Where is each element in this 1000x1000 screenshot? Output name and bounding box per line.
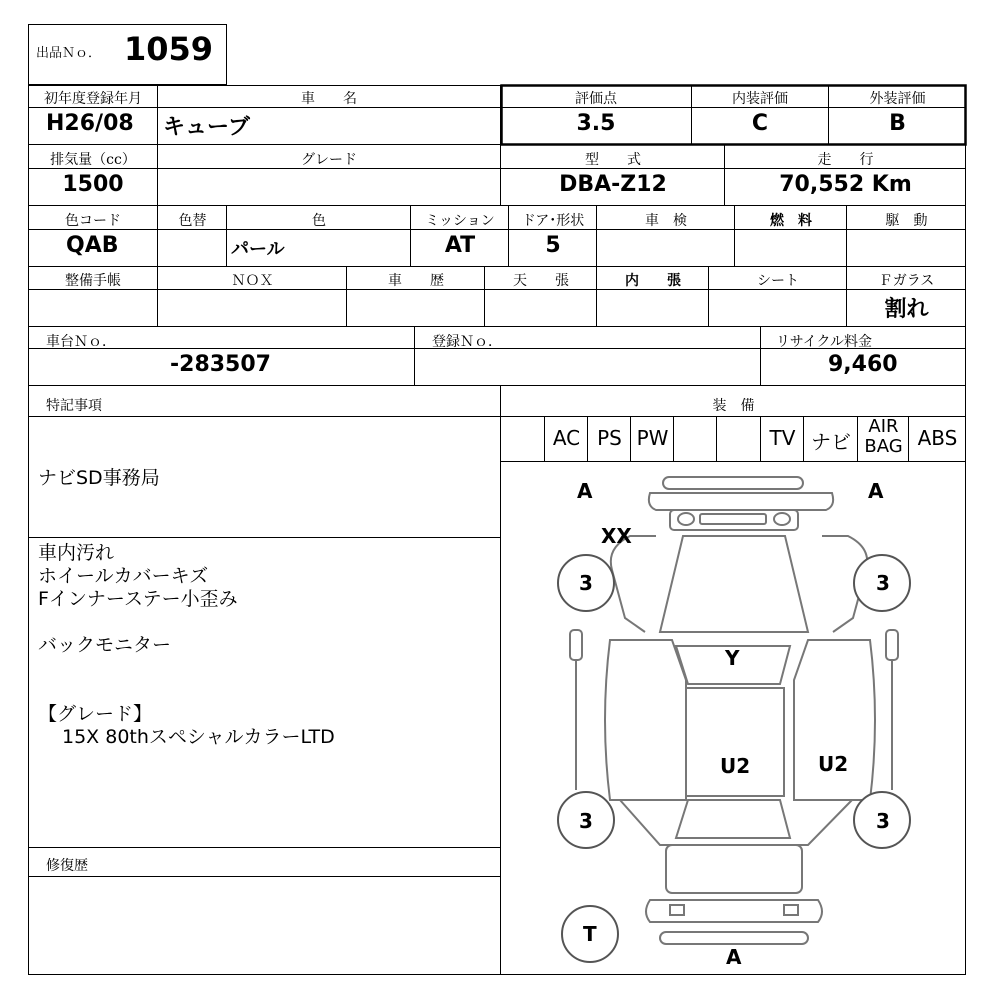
diag-tire-rr: 3 bbox=[876, 809, 890, 833]
repaint-label: 色替 bbox=[178, 213, 207, 229]
glass-label: Ｆガラス bbox=[878, 273, 935, 289]
color-code-label: 色コード bbox=[65, 213, 121, 229]
notes-line-3: ホイールカバーキズ bbox=[38, 565, 209, 587]
drive-label: 駆 動 bbox=[885, 213, 928, 229]
door-label: ドア･形状 bbox=[521, 213, 585, 229]
mileage-label: 走 行 bbox=[817, 152, 874, 168]
chassis-value: -283507 bbox=[170, 352, 271, 377]
score-label: 評価点 bbox=[575, 91, 617, 107]
equip-item-abs: ABS bbox=[917, 426, 958, 450]
lot-label: 出品Ｎｏ． bbox=[36, 46, 102, 61]
inspection-label: 車 検 bbox=[645, 213, 687, 229]
history-label: 車 歴 bbox=[388, 273, 444, 289]
first-reg-value: H26/08 bbox=[46, 111, 134, 136]
lot-number: 1059 bbox=[124, 30, 214, 68]
notes-line-4: Fインナーステー小歪み bbox=[38, 588, 238, 610]
equip-item-ac: AC bbox=[552, 426, 581, 450]
diag-rear: A bbox=[726, 945, 742, 969]
diag-spare: T bbox=[583, 922, 597, 946]
mission-value: AT bbox=[444, 233, 476, 258]
diag-front-left: A bbox=[577, 479, 593, 503]
displacement-value: 1500 bbox=[62, 172, 124, 197]
inner-label: 内 張 bbox=[625, 273, 681, 289]
car-name-label: 車 名 bbox=[301, 91, 357, 107]
equip-item-airbag-bottom: BAG bbox=[864, 436, 903, 457]
grade-label: グレード bbox=[301, 152, 357, 168]
diag-floor: U2 bbox=[720, 754, 751, 778]
notes-line-2: 車内汚れ bbox=[38, 542, 115, 564]
nox-label: ＮＯＸ bbox=[231, 273, 274, 289]
displacement-label: 排気量（cc） bbox=[50, 152, 136, 168]
equip-item-tv: TV bbox=[769, 426, 796, 450]
notes-label: 特記事項 bbox=[46, 398, 102, 414]
regno-label: 登録Ｎｏ． bbox=[432, 334, 502, 350]
color-label: 色 bbox=[312, 213, 326, 229]
diag-tire-fr: 3 bbox=[876, 571, 890, 595]
mission-label: ミッション bbox=[425, 213, 495, 229]
diag-front-right: A bbox=[868, 479, 884, 503]
equip-item-airbag-top: AIR bbox=[868, 416, 899, 437]
diag-right-side: U2 bbox=[818, 752, 849, 776]
model-label: 型 式 bbox=[585, 152, 641, 168]
equipment-label: 装 備 bbox=[712, 398, 755, 414]
equip-item-pw: PW bbox=[636, 426, 669, 450]
exterior-label: 外装評価 bbox=[869, 91, 926, 107]
notes-line-6: 【グレード】 bbox=[38, 703, 153, 725]
interior-value: C bbox=[751, 111, 769, 136]
diag-tire-fl: 3 bbox=[579, 571, 593, 595]
chassis-label: 車台Ｎｏ． bbox=[46, 334, 116, 350]
repair-label: 修復歴 bbox=[46, 858, 88, 874]
first-reg-label: 初年度登録年月 bbox=[44, 91, 142, 107]
interior-label: 内装評価 bbox=[732, 91, 788, 107]
maint-label: 整備手帳 bbox=[65, 273, 121, 289]
color-code-value: QAB bbox=[66, 233, 119, 258]
notes-line-7: 15X 80thスペシャルカラーLTD bbox=[62, 726, 335, 748]
notes-line-5: バックモニター bbox=[38, 634, 172, 656]
diag-tire-rl: 3 bbox=[579, 809, 593, 833]
roof-label: 天 張 bbox=[513, 273, 569, 289]
mileage-value: 70,552 Km bbox=[779, 172, 912, 197]
equip-item-ps: PS bbox=[597, 426, 622, 450]
glass-value: 割れ bbox=[884, 297, 929, 322]
color-value: パール bbox=[231, 239, 285, 260]
fuel-label: 燃 料 bbox=[770, 213, 812, 229]
model-value: DBA-Z12 bbox=[559, 172, 667, 197]
recycle-label: リサイクル料金 bbox=[776, 334, 873, 350]
recycle-value: 9,460 bbox=[828, 352, 898, 377]
seat-label: シート bbox=[757, 273, 799, 289]
car-name-value: キューブ bbox=[163, 115, 250, 140]
exterior-value: B bbox=[889, 111, 906, 136]
equip-item-navi: ナビ bbox=[811, 430, 851, 454]
diag-roof: Y bbox=[725, 646, 740, 670]
diag-windshield: XX bbox=[601, 524, 632, 548]
score-value: 3.5 bbox=[576, 111, 616, 136]
notes-line-1: ナビSD事務局 bbox=[38, 467, 160, 489]
door-value: 5 bbox=[545, 233, 561, 258]
